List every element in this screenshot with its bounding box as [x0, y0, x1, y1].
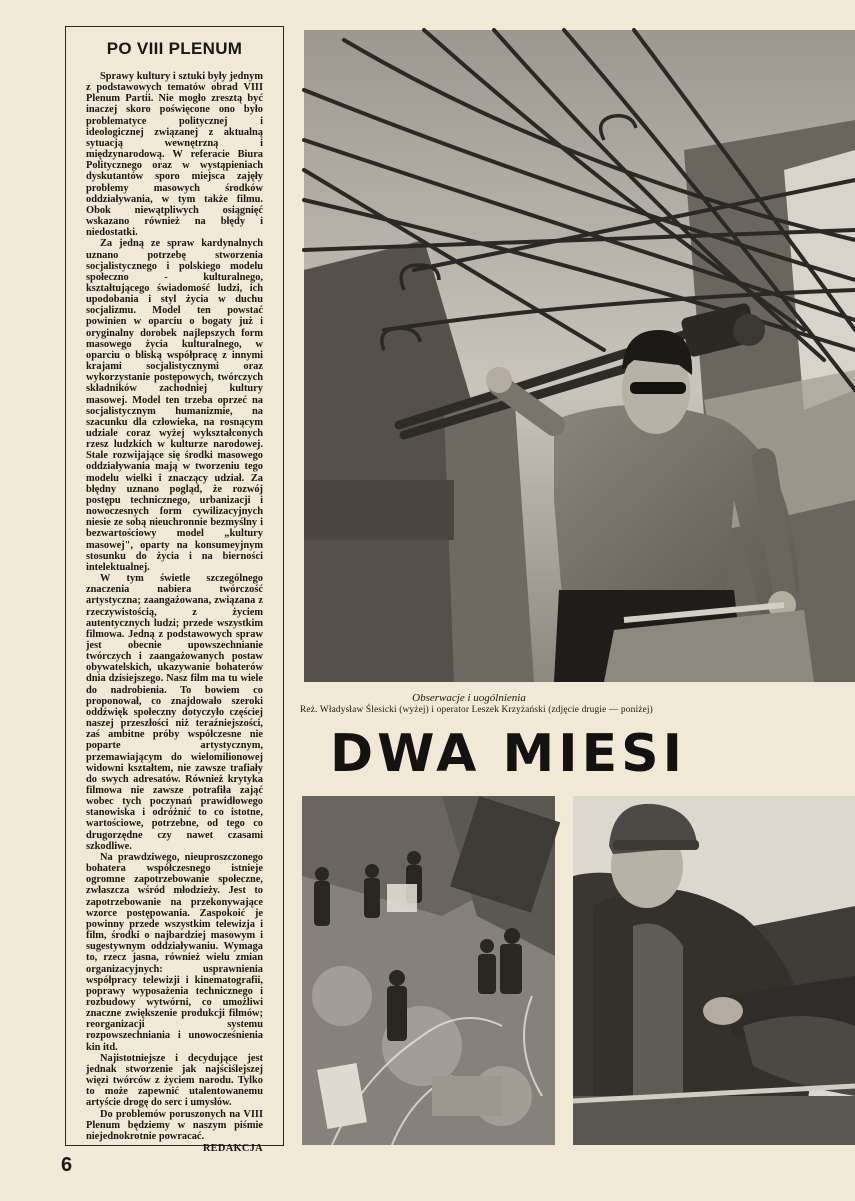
photo-construction-workers [302, 796, 555, 1145]
editorial-box [65, 26, 284, 1154]
photo-caption-credit: Reż. Władysław Ślesicki (wyżej) i operator Leszek Krzyżański (zdjęcie drugie — poniżej) [300, 705, 653, 715]
editorial-paragraph: Do problemów poruszonych na VIII Plenum będziemy w naszym piśmie niejednokrotnie powracać. [86, 1108, 263, 1142]
photo-caption-title: Obserwacje i uogólnienia [412, 692, 526, 704]
article-headline: DWA MIESI [330, 724, 686, 784]
editorial-signature: REDAKCJA [202, 1143, 263, 1154]
editorial-paragraph: Sprawy kultury i sztuki były jednym z podstawowych tematów obrad VIII Plenum Partii. Nie mogło zresztą być inaczej skoro poświęcone ono było problematyce politycznej i ideologicznej związanej z aktualną sytuacją wewnętrzną i międzynarodową. W referacie Biura Politycznego oraz w wystąpieniach dyskutantów sporo miejsca zajęły problemy masowych środków oddziaływania, w tym także filmu. Obok niewątpliwych osiągnięć wskazano również na błędy i niedostatki. [86, 71, 263, 239]
page-number: 6 [61, 1154, 73, 1176]
editorial-paragraph: W tym świetle szczególnego znaczenia nabiera twórczość artystyczna; zaangażowana, związana z rzeczywistością, z życiem autentycznych ludzi; przede wszystkim filmowa. Jedną z podstawowych spraw jest obecnie upowszechnianie twórczych i zaangażowanych postaw obywatelskich, ukazywanie bohaterów dnia dzisiejszego. Nasz film ma tu wiele do nadrobienia. To bowiem co proponował, co znajdowało szeroki oddźwięk społeczny dotyczyło częściej naszej przeszłości niż teraźniejszości, zaś ambitne próby współczesne nie poparte artystycznym, przemawiającym do wielomilionowej widowni kształtem, nie zawsze trafiały do swych adresatów. Również krytyka filmowa nie zawsze potrafiła zająć wobec tych poczynań prawidłowego stanowiska i odróżnić to co istotne, wartościowe, potrzebne, od tego co drugorzędne czy nawet czasami szkodliwe. [86, 573, 263, 852]
photo-director-with-tripod [304, 30, 855, 682]
editorial-body [86, 71, 263, 1142]
editorial-title: PO VIII PLENUM [106, 39, 243, 58]
editorial-paragraph: Za jedną ze spraw kardynalnych uznano potrzebę stworzenia socjalistycznego i polskiego modelu społeczno - kulturalnego, kształtującego świadomość ludzi, ich upodobania i styl życia w duchu socjalizmu. Model ten powstać powinien w oparciu o bogaty już i oryginalny dorobek najlepszych form masowego życia kulturalnego, w oparciu o bliską współpracę z innymi krajami socjalistycznymi oraz wykorzystanie postępowych, twórczych składników zachodniej kultury masowej. Model ten trzeba oprzeć na socjalistycznym humanizmie, na szacunku dla człowieka, na rosnącym udziale coraz wyżej wykształconych rzesz ludzkich w kulturze narodowej. Stale rozwijające się środki masowego oddziaływania mają w tworzeniu tego modelu wielki i znaczący udział. Za błędny uznano pogląd, że rozwój postępu technicznego, urbanizacji i nowoczesnych form cywilizacyjnych niesie ze sobą nieuchronnie bezmyślny i bezwartościowy model „kultury masowej", oparty na konsumeyjnym stosunku do życia i na bierności intelektualnej. [86, 238, 263, 573]
editorial-paragraph: Na prawdziwego, nieuproszczonego bohatera współczesnego istnieje ogromne zapotrzebowanie społeczne, zwłaszcza wśród młodzieży. Jest to zapotrzebowanie na przekonywające wzorce postępowania. Zaspokoić je powinny przede wszystkim telewizja i film, środki o najbardziej masowym i sugestywnym oddziaływaniu. Wymaga to, rzecz jasna, również wielu zmian organizacyjnych: usprawnienia współpracy telewizji i kinematografii, poprawy wyposażenia technicznego i rozbudowy wytwórni, co umożliwi znaczne zwiększenie produkcji filmów; reorganizacji systemu rozpowszechniania i unowocześnienia kin itd. [86, 851, 263, 1053]
editorial-paragraph: Najistotniejsze i decydujące jest jednak stworzenie jak najściślejszej więzi twórców z życiem narodu. Tylko to może zapewnić utalentowanemu artyście drogę do serc i umysłów. [86, 1052, 263, 1109]
photo-cameraman-helmet [573, 796, 855, 1145]
